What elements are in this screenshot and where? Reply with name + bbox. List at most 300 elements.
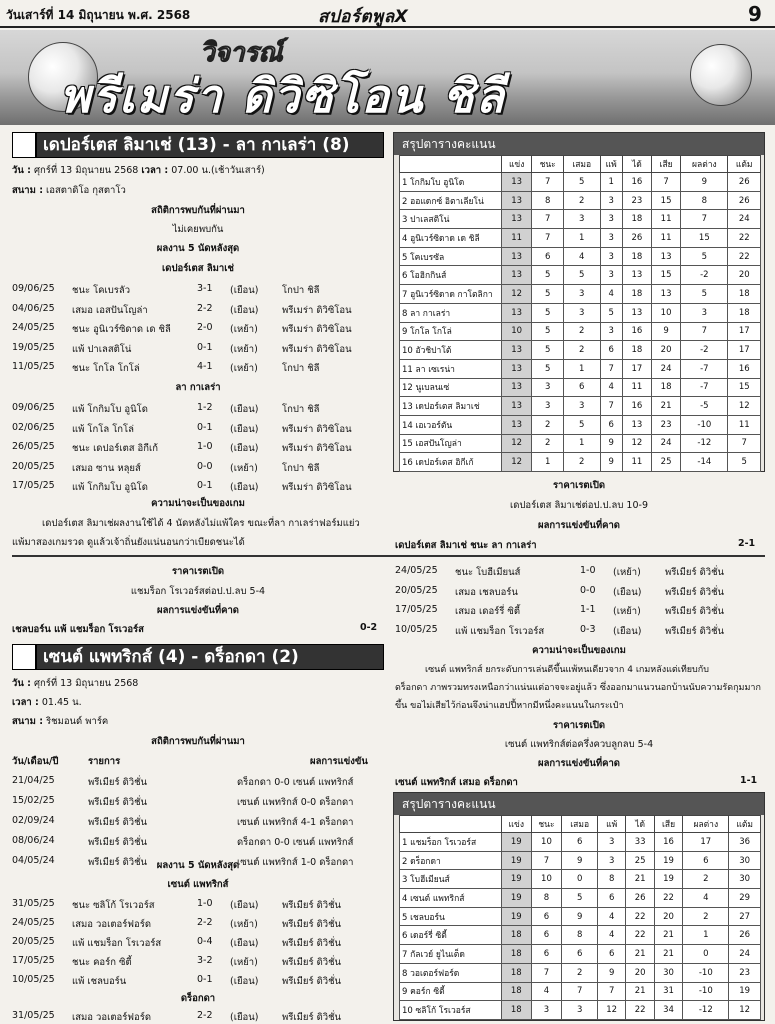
stat-cell: 29 (729, 889, 761, 908)
stat-cell: 20 (626, 963, 654, 982)
stat-cell: 13 (502, 359, 532, 378)
form-score: 0-3 (580, 623, 596, 635)
stat-cell: 15 (652, 266, 681, 285)
odds-text: แชมร็อก โรเวอร์สต่อป.ป.ลบ 5-4 (130, 586, 266, 597)
stat-cell: 17 (622, 359, 651, 378)
form-venue: (เยือน) (613, 625, 642, 637)
stat-cell: 22 (728, 229, 761, 248)
stat-cell: 3 (600, 266, 622, 285)
form-venue: (เหย้า) (230, 343, 258, 355)
stat-cell: 13 (502, 397, 532, 416)
stat-cell: 18 (502, 982, 532, 1001)
match-time: 01.45 น. (41, 697, 82, 708)
form-row (12, 441, 384, 456)
stat-cell: 26 (728, 191, 761, 210)
stat-cell: -14 (681, 453, 728, 472)
stat-cell: 19 (654, 870, 682, 889)
team-name: 7 อูนิเวร์ซิดาด กาโตลิกา (400, 285, 502, 304)
form-competition: โกปา ชิลี (282, 462, 320, 474)
stat-cell: 2 (683, 870, 729, 889)
stat-cell: 22 (654, 889, 682, 908)
stat-cell: 22 (728, 247, 761, 266)
form-row (12, 974, 384, 989)
team-name: 7 กัลเวย์ ยูไนเต็ด (400, 945, 502, 964)
standings-table (399, 815, 761, 1020)
stat-cell: -2 (681, 341, 728, 360)
last5-heading: ผลงาน 5 นัดหลังสุด (156, 860, 240, 871)
form-competition: พรีเมียร์ ดิวิชั่น (282, 938, 342, 949)
form-row (12, 342, 384, 357)
stat-cell: 7 (532, 229, 564, 248)
stat-cell: 19 (502, 851, 532, 870)
form-venue: (เยือน) (613, 586, 642, 598)
form-result: แพ้ โกกิมโบ อูนิโด (72, 482, 148, 493)
team-name: 8 ลา กาเลร่า (400, 303, 502, 322)
standings-title: สรุปตารางคะแนน (394, 133, 764, 155)
form-score: 0-1 (197, 974, 213, 985)
stat-cell: 18 (502, 963, 532, 982)
form-row (395, 604, 765, 619)
team-heading: ดร็อกดา (180, 993, 216, 1004)
stat-cell: 13 (652, 247, 681, 266)
stat-cell: 21 (626, 982, 654, 1001)
stat-cell: 13 (502, 266, 532, 285)
form-date: 17/05/25 (12, 480, 55, 491)
stat-cell: 9 (562, 907, 598, 926)
form-row (12, 936, 384, 951)
stat-cell: 5 (532, 285, 564, 304)
stat-cell: 6 (600, 415, 622, 434)
form-date: 17/05/25 (395, 604, 438, 615)
col-team (400, 156, 502, 173)
issue-date: วันเสาร์ที่ 14 มิถุนายน พ.ศ. 2568 (6, 8, 191, 22)
col-header: ผลต่าง (681, 156, 728, 173)
stat-cell: 27 (729, 907, 761, 926)
form-date: 11/05/25 (12, 361, 55, 372)
col-header: ได้ (622, 156, 651, 173)
form-date: 02/06/25 (12, 421, 55, 433)
team-name: 9 โกโล โกโล่ (400, 322, 502, 341)
col-header: แต้ม (728, 156, 761, 173)
stat-cell: 3 (597, 851, 625, 870)
form-venue: (เหย้า) (613, 567, 641, 578)
stat-cell: -10 (683, 963, 729, 982)
form-competition: พรีเมียร์ ดิวิชั่น (282, 976, 342, 987)
stat-cell: 4 (600, 285, 622, 304)
banner (0, 30, 775, 125)
stat-cell: 1 (600, 173, 622, 192)
stat-cell: 6 (597, 889, 625, 908)
date-label: วัน : (12, 165, 31, 176)
team-name: 3 โบฮีเมียนส์ (400, 870, 502, 889)
col-header: เสีย (652, 156, 681, 173)
last5-heading: ผลงาน 5 นัดหลังสุด (156, 243, 240, 254)
stat-cell: 1 (683, 926, 729, 945)
stat-cell: 7 (728, 434, 761, 453)
form-row (12, 283, 384, 298)
stat-cell: 2 (563, 341, 600, 360)
form-date: 09/06/25 (12, 402, 55, 413)
stat-cell: 6 (597, 945, 625, 964)
h2h-date: 08/06/24 (12, 835, 55, 846)
form-score: 4-1 (197, 361, 213, 372)
stat-cell: 11 (652, 210, 681, 229)
stat-cell: 25 (652, 453, 681, 472)
table-row (400, 173, 761, 192)
form-date: 20/05/25 (12, 460, 55, 472)
form-venue: (เยือน) (230, 976, 259, 987)
form-result: ชนะ ซลิโก้ โรเวอร์ส (72, 900, 155, 911)
stat-cell: 5 (681, 247, 728, 266)
stat-cell: 15 (728, 378, 761, 397)
team-name: 9 คอร์ก ซิตี้ (400, 982, 502, 1001)
form-venue: (เยือน) (230, 900, 259, 911)
col-header: ได้ (626, 816, 654, 833)
form-competition: พรีเมียร์ ดิวิชั่น (282, 919, 342, 930)
stat-cell: 24 (728, 210, 761, 229)
form-result: เสมอ วอเตอร์ฟอร์ด (72, 1012, 152, 1023)
match-venue: ริชมอนด์ พาร์ค (46, 716, 109, 727)
stat-cell: 1 (532, 453, 564, 472)
banner-title: พรีเมร่า ดิวิซิโอน ชิลี (60, 69, 506, 123)
brand-logo: สปอร์ตพูลX (318, 7, 409, 27)
prediction-text: เซนต์ แพทริกส์ เสมอ ดร็อกดา (395, 777, 518, 788)
stat-cell: 16 (622, 173, 651, 192)
stat-cell: 30 (729, 851, 761, 870)
stat-cell: 11 (502, 229, 532, 248)
table-row (400, 322, 761, 341)
stat-cell: 19 (502, 833, 532, 852)
stat-cell: 5 (532, 359, 564, 378)
stat-cell: 19 (502, 907, 532, 926)
probability-text: แพ้มาสองเกมรวด ดูแล้วเจ้าถิ่นยังแน่นอนกว่าเบียดชนะได้ (12, 537, 245, 548)
stat-cell: 26 (622, 229, 651, 248)
h2h-date: 15/02/25 (12, 795, 55, 806)
stat-cell: 13 (622, 303, 651, 322)
col-list: รายการ (88, 756, 121, 767)
col-header: แต้ม (729, 816, 761, 833)
odds-heading: ราคาเรตเปิด (552, 480, 606, 491)
stat-cell: 18 (622, 247, 651, 266)
form-date: 10/05/25 (12, 974, 55, 985)
col-header: แข่ง (502, 816, 532, 833)
stat-cell: 26 (729, 926, 761, 945)
stat-cell: 9 (652, 322, 681, 341)
form-venue: (เยือน) (230, 404, 259, 415)
stat-cell: 18 (728, 285, 761, 304)
stat-cell: 7 (531, 851, 562, 870)
stat-cell: 18 (728, 303, 761, 322)
stat-cell: 4 (563, 247, 600, 266)
stat-cell: 3 (597, 833, 625, 852)
form-result: แพ้ แชมร็อก โรเวอร์ส (455, 625, 545, 637)
form-competition: พรีเมียร์ ดิวิชั่น (665, 567, 725, 578)
stat-cell: 17 (683, 833, 729, 852)
stat-cell: 18 (502, 926, 532, 945)
h2h-result: ดร็อกดา 0-0 เซนต์ แพทริกส์ (237, 777, 354, 788)
h2h-date: 02/09/24 (12, 815, 55, 826)
odds-text: เดปอร์เตส ลิมาเช่ต่อป.ป.ลบ 10-9 (509, 500, 648, 511)
col-header: เสมอ (563, 156, 600, 173)
probability-text: ดร็อกดา ภาพรวมทรงเหนือกว่าแน่นแต่อาจจะอยู่แล้ว ซึ่งออกมาแนวนอกบ้านนับความรัดกุมมาก (395, 683, 761, 693)
banner-subtitle: วิจารณ์ (200, 38, 283, 68)
stat-cell: 13 (502, 210, 532, 229)
stat-cell: 21 (626, 945, 654, 964)
stat-cell: 11 (728, 415, 761, 434)
table-header-row (400, 816, 761, 833)
stat-cell: 11 (652, 229, 681, 248)
form-competition: โกปา ชิลี (282, 363, 320, 374)
form-result: ชนะ โกโล โกโล่ (72, 363, 140, 374)
form-venue: (เหย้า) (230, 363, 258, 374)
stat-cell: 5 (562, 889, 598, 908)
col-header: แข่ง (502, 156, 532, 173)
probability-heading: ความน่าจะเป็นของเกม (151, 498, 245, 509)
form-row (12, 1010, 384, 1024)
stat-cell: 2 (563, 322, 600, 341)
stat-cell: 22 (626, 1001, 654, 1020)
h2h-result: ดร็อกดา 0-0 เซนต์ แพทริกส์ (237, 837, 354, 848)
h2h-heading: สถิติการพบกันที่ผ่านมา (151, 736, 245, 747)
form-venue: (เหย้า) (230, 324, 258, 335)
stat-cell: 5 (532, 303, 564, 322)
stat-cell: 1 (563, 434, 600, 453)
table-row (400, 341, 761, 360)
form-score: 2-2 (197, 917, 213, 928)
team-name: 15 เอสปันโญล่า (400, 434, 502, 453)
form-score: 0-1 (197, 480, 213, 491)
stat-cell: 19 (502, 870, 532, 889)
stat-cell: 17 (728, 322, 761, 341)
stat-cell: 13 (622, 415, 651, 434)
table-row (400, 266, 761, 285)
form-venue: (เหย้า) (230, 957, 258, 968)
stat-cell: 3 (563, 397, 600, 416)
h2h-date: 04/05/24 (12, 855, 55, 866)
form-venue: (เยือน) (230, 1012, 259, 1023)
prediction-heading: ผลการแข่งขันที่คาด (538, 758, 620, 769)
table-row (400, 191, 761, 210)
stat-cell: 12 (597, 1001, 625, 1020)
form-date: 26/05/25 (12, 441, 55, 452)
stat-cell: 19 (502, 889, 532, 908)
team-heading: ลา กาเลร่า (175, 382, 221, 393)
form-row (395, 585, 765, 600)
stat-cell: 4 (600, 378, 622, 397)
form-result: เสมอ ซาน หลุยส์ (72, 462, 141, 474)
stat-cell: 12 (502, 434, 532, 453)
stat-cell: 8 (681, 191, 728, 210)
form-score: 0-1 (197, 341, 213, 353)
stat-cell: -7 (681, 359, 728, 378)
stat-cell: 7 (562, 982, 598, 1001)
stat-cell: 2 (532, 415, 564, 434)
form-venue: (เหย้า) (230, 919, 258, 930)
stat-cell: 13 (652, 285, 681, 304)
team-name: 13 เดปอร์เตส ลิมาเช่ (400, 397, 502, 416)
stat-cell: 20 (652, 341, 681, 360)
form-result: ชนะ เดปอร์เตส อิกีเก้ (72, 443, 159, 454)
h2h-competition: พรีเมียร์ ดิวิชั่น (88, 817, 148, 828)
stat-cell: 8 (597, 870, 625, 889)
table-row (400, 285, 761, 304)
form-result: เสมอ เอสปันโญล่า (72, 304, 148, 316)
stat-cell: 13 (502, 191, 532, 210)
team-name: 10 ซลิโก้ โรเวอร์ส (400, 1001, 502, 1020)
form-result: เสมอ เชลบอร์น (455, 586, 518, 598)
stat-cell: 9 (600, 434, 622, 453)
stat-cell: 13 (502, 415, 532, 434)
col-header: แพ้ (600, 156, 622, 173)
stat-cell: 2 (563, 453, 600, 472)
stat-cell: 11 (622, 378, 651, 397)
form-score: 0-0 (197, 460, 213, 472)
stat-cell: 4 (597, 926, 625, 945)
form-row (12, 917, 384, 932)
stat-cell: 15 (652, 191, 681, 210)
stat-cell: 24 (652, 434, 681, 453)
form-venue: (เยือน) (230, 285, 259, 296)
stat-cell: 17 (728, 341, 761, 360)
team-name: 12 นูเบลนเซ่ (400, 378, 502, 397)
team-heading: เดปอร์เตส ลิมาเช่ (162, 263, 234, 274)
stat-cell: 7 (652, 173, 681, 192)
match-header: เดปอร์เตส ลิมาเช่ (13) - ลา กาเลร่า (8) (12, 132, 384, 158)
team-name: 4 อูนิเวร์ซิดาด เด ชิลี (400, 229, 502, 248)
stat-cell: 31 (654, 982, 682, 1001)
table-header-row (400, 156, 761, 173)
form-row (395, 624, 765, 639)
col-header: เสมอ (562, 816, 598, 833)
probability-heading: ความน่าจะเป็นของเกม (532, 645, 626, 656)
stat-cell: 8 (531, 889, 562, 908)
stat-cell: 12 (502, 285, 532, 304)
form-row (12, 461, 384, 476)
stat-cell: 3 (562, 1001, 598, 1020)
stat-cell: 0 (683, 945, 729, 964)
prediction-score: 2-1 (738, 538, 756, 549)
table-row (400, 453, 761, 472)
form-venue: (เยือน) (230, 423, 259, 435)
prediction-text: เชลบอร์น แพ้ แชมร็อก โรเวอร์ส (12, 624, 144, 635)
venue-label: สนาม : (12, 185, 43, 196)
stat-cell: 5 (532, 266, 564, 285)
stat-cell: 9 (562, 851, 598, 870)
table-row (400, 378, 761, 397)
team-name: 1 แชมร็อก โรเวอร์ส (400, 833, 502, 852)
stat-cell: 7 (600, 397, 622, 416)
form-venue: (เยือน) (230, 938, 259, 949)
col-header: ผลต่าง (683, 816, 729, 833)
table-row (400, 1001, 761, 1020)
h2h-result: เซนต์ แพทริกส์ 4-1 ดร็อกดา (237, 817, 354, 828)
time-label: เวลา : (141, 165, 169, 176)
form-venue: (เหย้า) (230, 462, 258, 474)
stat-cell: 6 (562, 945, 598, 964)
col-header: เสีย (654, 816, 682, 833)
stat-cell: 11 (622, 453, 651, 472)
odds-heading: ราคาเรตเปิด (171, 566, 225, 577)
form-date: 19/05/25 (12, 341, 55, 353)
stat-cell: 24 (652, 359, 681, 378)
stat-cell: 7 (681, 210, 728, 229)
stat-cell: 7 (597, 982, 625, 1001)
form-row (12, 898, 384, 913)
form-competition: พรีเมร่า ดิวิซิโอน (282, 482, 352, 493)
stat-cell: 4 (531, 982, 562, 1001)
table-row (400, 415, 761, 434)
stat-cell: 20 (654, 907, 682, 926)
stat-cell: 6 (531, 945, 562, 964)
stat-cell: 7 (600, 359, 622, 378)
stat-cell: 3 (563, 210, 600, 229)
form-result: ชนะ อูนิเวร์ซิดาด เด ชิลี (72, 324, 171, 335)
team-name: 6 เดอร์รี่ ซิตี้ (400, 926, 502, 945)
h2h-competition: พรีเมียร์ ดิวิชั่น (88, 797, 148, 808)
stat-cell: -7 (681, 378, 728, 397)
team-name: 5 เชลบอร์น (400, 907, 502, 926)
form-score: 3-2 (197, 955, 213, 966)
form-score: 0-1 (197, 421, 213, 433)
stat-cell: 3 (563, 285, 600, 304)
form-date: 24/05/25 (12, 917, 55, 928)
team-name: 11 ลา เซเรน่า (400, 359, 502, 378)
table-row (400, 210, 761, 229)
stat-cell: 3 (600, 229, 622, 248)
form-result: ชนะ คอร์ก ซิตี้ (72, 957, 132, 968)
stat-cell: 15 (681, 229, 728, 248)
table-row (400, 359, 761, 378)
stat-cell: 13 (502, 247, 532, 266)
stat-cell: 5 (563, 266, 600, 285)
stat-cell: 12 (622, 434, 651, 453)
form-competition: พรีเมร่า ดิวิซิโอน (282, 443, 352, 454)
stat-cell: 5 (563, 173, 600, 192)
stat-cell: 23 (729, 963, 761, 982)
stat-cell: 16 (654, 833, 682, 852)
form-competition: พรีเมร่า ดิวิซิโอน (282, 304, 352, 316)
table-row (400, 982, 761, 1001)
odds-text: เซนต์ แพทริกส์ต่อครึ่งควบลูกลบ 5-4 (504, 739, 654, 750)
h2h-date: 21/04/25 (12, 775, 55, 786)
team-name: 1 โกกิมโบ อูนิโด (400, 173, 502, 192)
stat-cell: 16 (622, 397, 651, 416)
h2h-heading: สถิติการพบกันที่ผ่านมา (151, 205, 245, 216)
stat-cell: 5 (563, 415, 600, 434)
stat-cell: 22 (626, 926, 654, 945)
match-header: เซนต์ แพทริกส์ (4) - ดร็อกดา (2) (12, 644, 384, 670)
col-result: ผลการแข่งขัน (310, 756, 368, 767)
form-competition: พรีเมียร์ ดิวิชั่น (282, 900, 342, 911)
stat-cell: 1 (563, 229, 600, 248)
col-team (400, 816, 502, 833)
stat-cell: 18 (622, 210, 651, 229)
stat-cell: 13 (502, 378, 532, 397)
stat-cell: 6 (563, 378, 600, 397)
prediction-text: เดปอร์เตส ลิมาเช่ ชนะ ลา กาเลร่า (395, 540, 537, 551)
form-date: 24/05/25 (12, 322, 55, 333)
form-competition: โกปา ชิลี (282, 285, 320, 296)
stat-cell: 13 (502, 173, 532, 192)
stat-cell: 18 (622, 341, 651, 360)
form-result: แพ้ แชมร็อก โรเวอร์ส (72, 938, 162, 949)
team-name: 2 ดร็อกดา (400, 851, 502, 870)
stat-cell: 16 (728, 359, 761, 378)
prediction-heading: ผลการแข่งขันที่คาด (157, 605, 239, 616)
stat-cell: 2 (562, 963, 598, 982)
team-name: 8 วอเตอร์ฟอร์ด (400, 963, 502, 982)
form-competition: พรีเมียร์ ดิวิชั่น (665, 586, 725, 598)
